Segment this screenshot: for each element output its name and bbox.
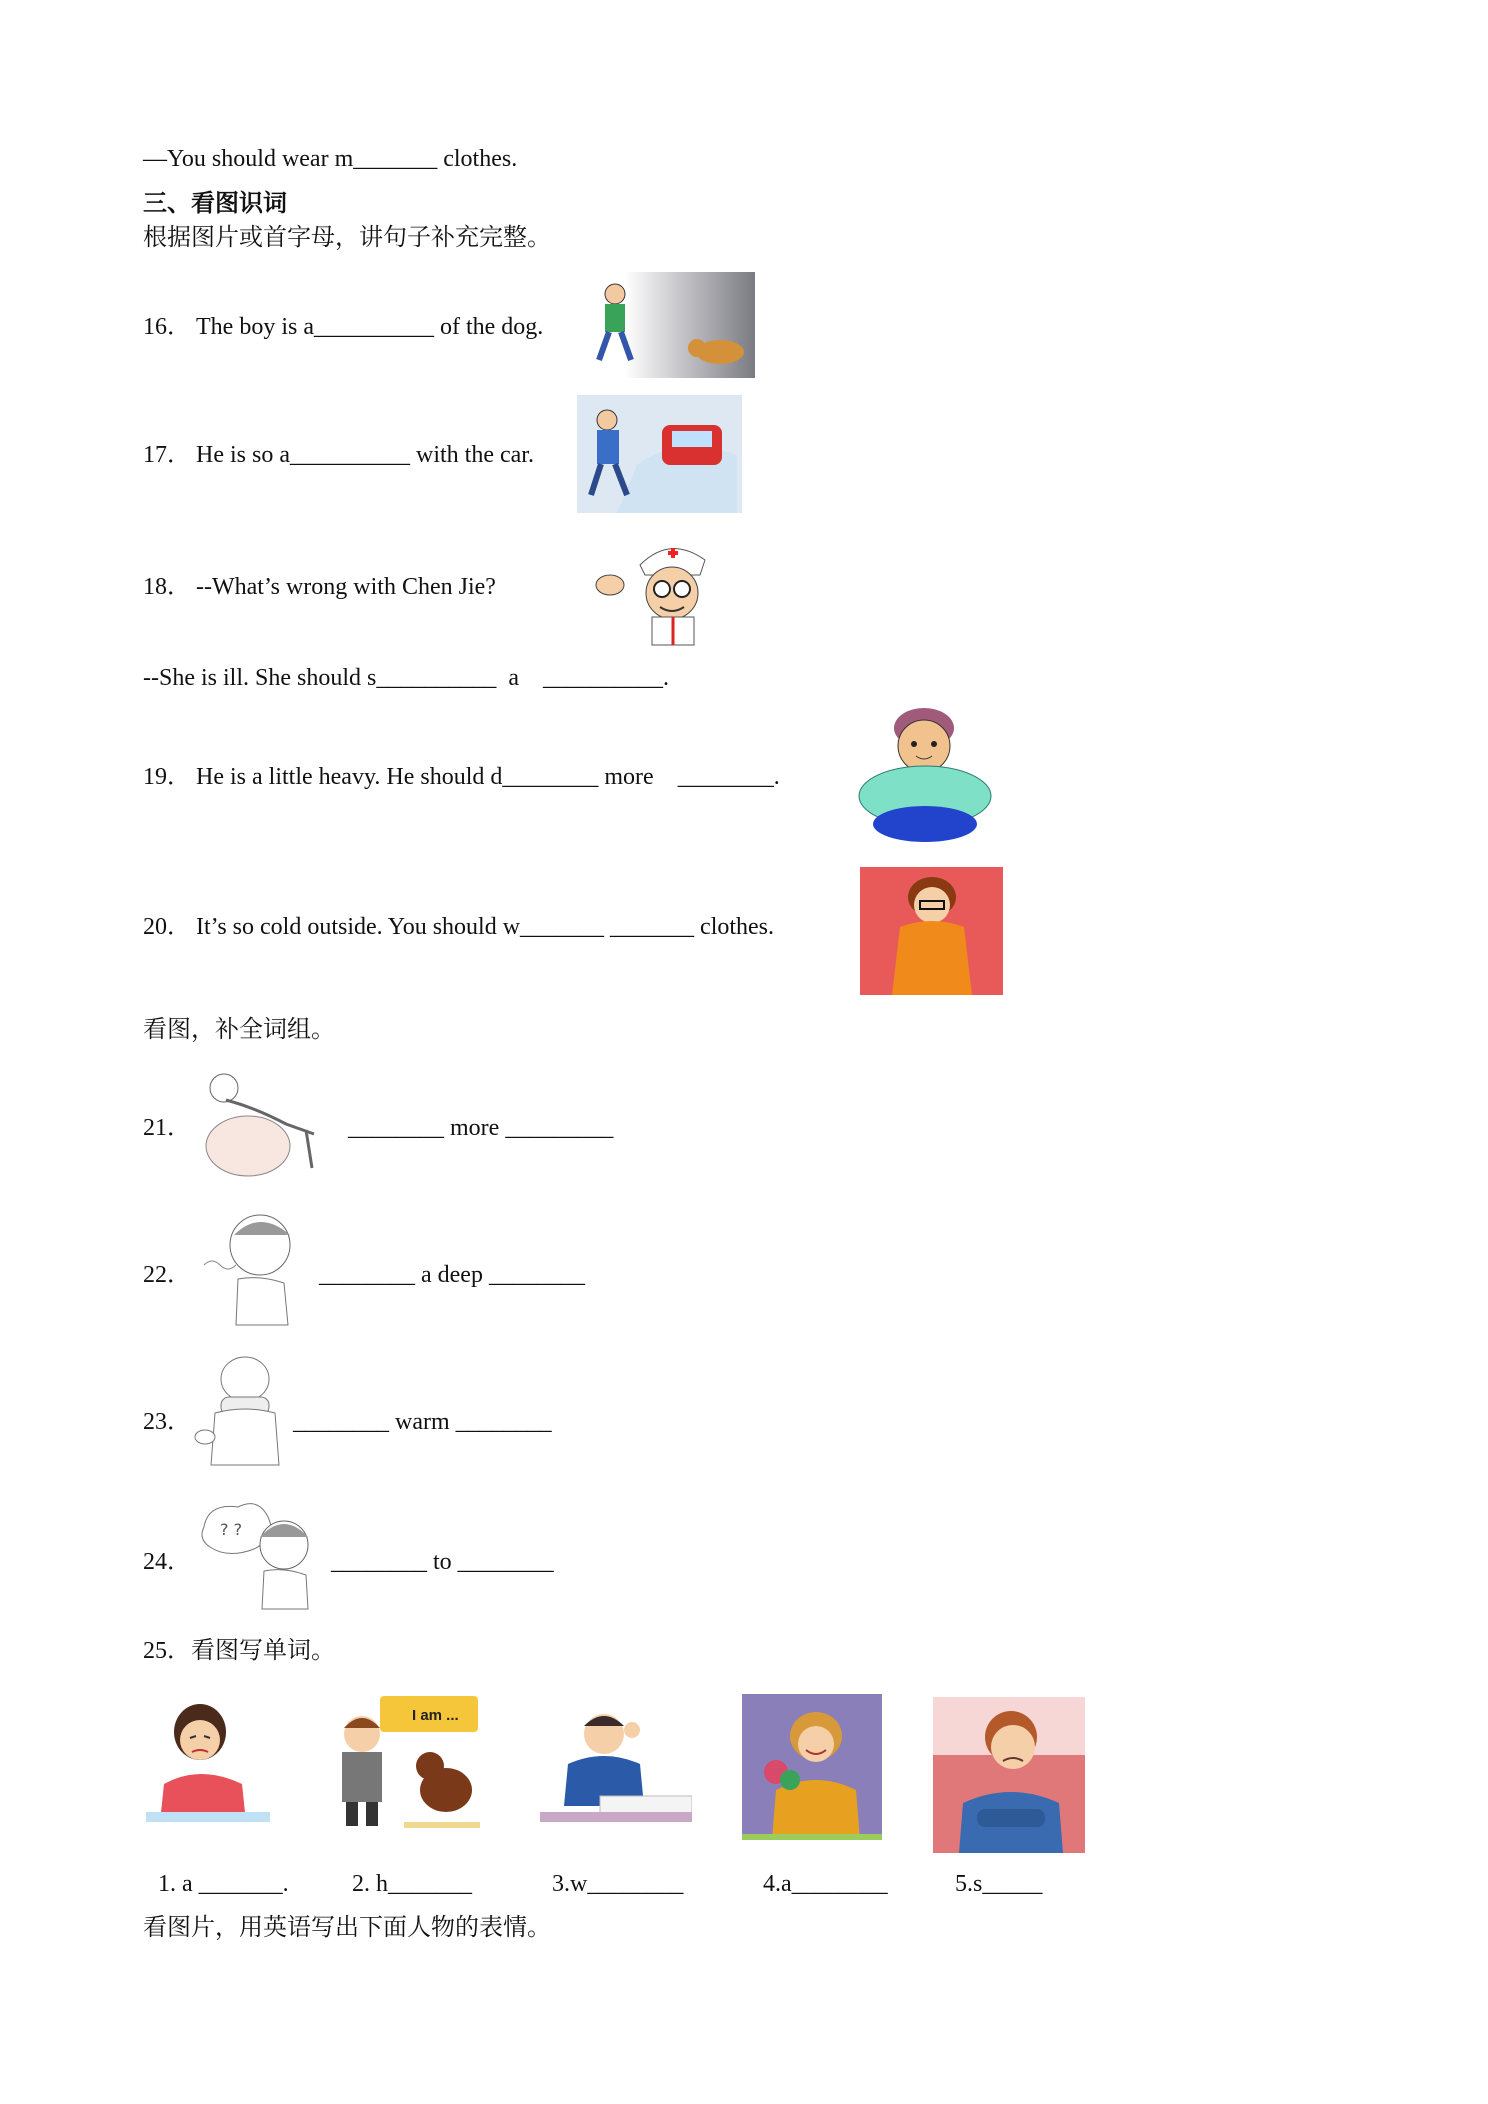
speech-bubble-text: I am ... xyxy=(412,1707,459,1724)
q16-number: 16． xyxy=(143,314,191,340)
girl-exercising-image xyxy=(196,1068,326,1180)
q25-blank-3: 3.w________ xyxy=(552,1871,684,1897)
q23-number: 23． xyxy=(143,1409,191,1435)
q21-number: 21． xyxy=(143,1115,191,1141)
q18-answer-line: --She is ill. She should s__________ a __________. xyxy=(143,665,669,691)
q24-number: 24． xyxy=(143,1549,191,1575)
svg-text:? ?: ? ? xyxy=(220,1520,243,1539)
q19-number: 19． xyxy=(143,764,191,790)
phrase-section-instruction: 看图，补全词组。 xyxy=(143,1017,335,1043)
girl-thinking-image xyxy=(198,1497,323,1612)
boy-scared-of-dog-image xyxy=(318,1694,480,1828)
boy-chased-by-dog-image xyxy=(585,272,755,378)
q17-text: He is so a__________ with the car. xyxy=(196,442,534,468)
q24-text: ________ to ________ xyxy=(331,1549,554,1575)
final-instruction: 看图片，用英语写出下面人物的表情。 xyxy=(143,1915,551,1941)
q21-text: ________ more _________ xyxy=(348,1115,614,1141)
girl-deep-breath-image xyxy=(198,1205,310,1329)
heavy-boy-image xyxy=(852,706,998,846)
man-startled-by-car-image xyxy=(577,395,742,513)
q25-blank-2: 2. h_______ xyxy=(352,1871,472,1897)
q16-text: The boy is a__________ of the dog. xyxy=(196,314,544,340)
boy-worried-homework-image xyxy=(540,1696,692,1822)
q23-text: ________ warm ________ xyxy=(293,1409,552,1435)
q17-number: 17． xyxy=(143,442,191,468)
q22-number: 22． xyxy=(143,1262,191,1288)
q25-blank-4: 4.a________ xyxy=(763,1871,888,1897)
man-sad-arms-crossed-image xyxy=(933,1697,1085,1853)
q20-number: 20． xyxy=(143,914,191,940)
girl-in-sweater-image xyxy=(860,867,1003,995)
previous-question-line: —You should wear m_______ clothes. xyxy=(143,146,518,172)
q19-text: He is a little heavy. He should d________ more ________. xyxy=(196,764,780,790)
q18-number: 18． xyxy=(143,574,191,600)
kid-bundled-warm-image xyxy=(193,1353,293,1473)
q25-blank-1: 1. a _______. xyxy=(158,1871,289,1897)
q25-title: 25．看图写单词。 xyxy=(143,1638,335,1664)
doctor-cartoon-image xyxy=(590,535,742,647)
q18-text: --What’s wrong with Chen Jie? xyxy=(196,574,496,600)
q20-text: It’s so cold outside. You should w_______ _______ clothes. xyxy=(196,914,775,940)
girl-angry-image xyxy=(146,1694,270,1822)
section-heading: 三、看图识词 xyxy=(143,191,287,217)
woman-happy-flowers-image xyxy=(742,1694,882,1840)
q22-text: ________ a deep ________ xyxy=(319,1262,585,1288)
q25-blank-5: 5.s_____ xyxy=(955,1871,1043,1897)
section-instruction: 根据图片或首字母，讲句子补充完整。 xyxy=(143,225,551,251)
